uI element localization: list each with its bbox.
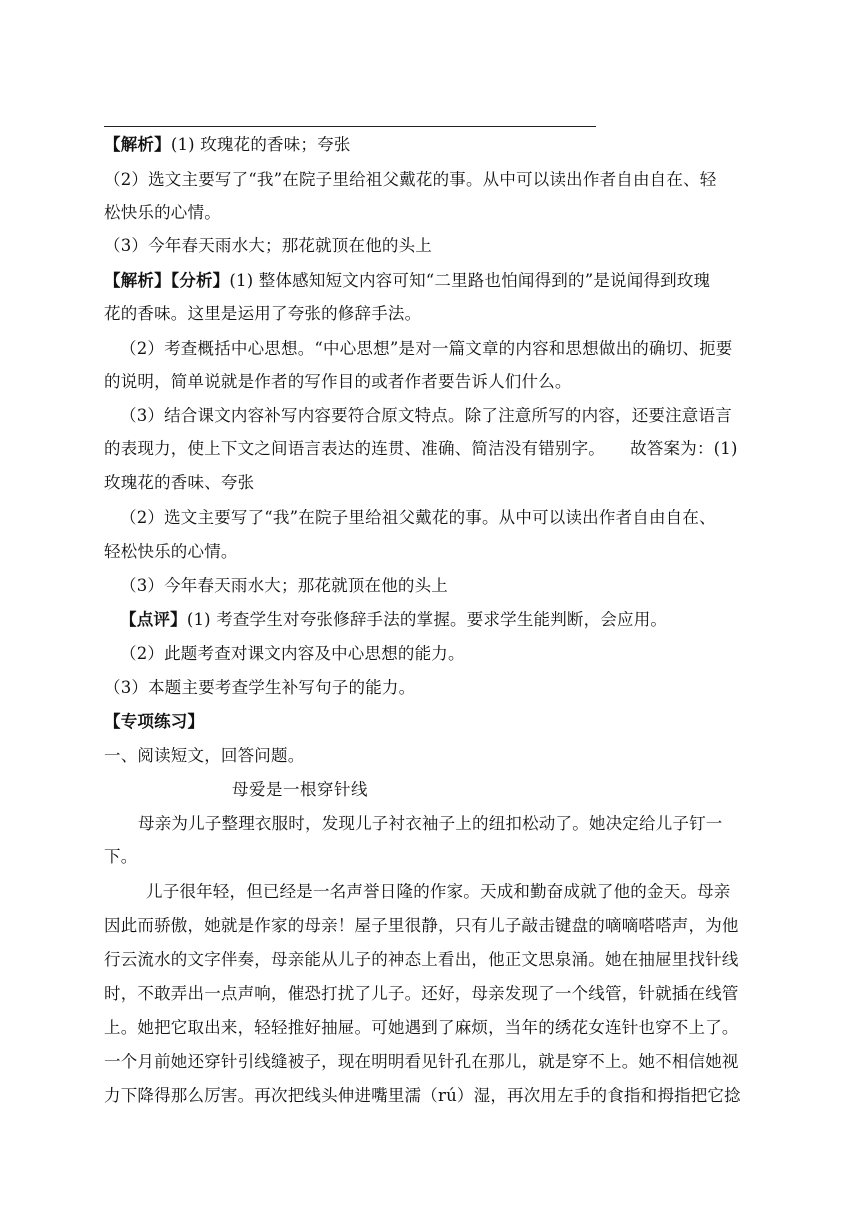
text-line: 力下降得那么厉害。再次把线头伸进嘴里濡（rú）湿，再次用左手的食指和拇指把它捻 bbox=[104, 1086, 741, 1105]
header-divider bbox=[104, 126, 596, 127]
text-line: 松快乐的心情。 bbox=[104, 203, 221, 222]
text-line: 行云流水的文字伴奏，母亲能从儿子的神态上看出，他正文思泉涌。她在抽屉里找针线 bbox=[104, 950, 739, 969]
label-tag: 【点评】 bbox=[120, 610, 187, 629]
text-line: 轻松快乐的心情。 bbox=[104, 542, 238, 561]
text-line: （3）今年春天雨水大；那花就顶在他的头上 bbox=[120, 576, 448, 595]
text-line: 的表现力，使上下文之间语言表达的连贯、准确、简洁没有错别字。 故答案为：(1) bbox=[104, 439, 738, 458]
text-line bbox=[104, 135, 351, 155]
text-line: 花的香味。这里是运用了夸张的修辞手法。 bbox=[104, 304, 422, 323]
label-tag: 【解析】 bbox=[104, 135, 171, 154]
text-line: 上。她把它取出来，轻轻推好抽屉。可她遇到了麻烦，当年的绣花女连针也穿不上了。 bbox=[104, 1018, 739, 1037]
text-line: 母亲为儿子整理衣服时，发现儿子衬衣袖子上的纽扣松动了。她决定给儿子钉一 bbox=[138, 814, 723, 833]
text-line: 一、阅读短文，回答问题。 bbox=[104, 746, 305, 765]
text-line: （2）选文主要写了“我”在院子里给祖父戴花的事。从中可以读出作者自由自在、 bbox=[120, 508, 716, 527]
text-line: （2）选文主要写了“我”在院子里给祖父戴花的事。从中可以读出作者自由自在、轻 bbox=[104, 170, 717, 189]
label-tag: 【解析】【分析】 bbox=[104, 271, 230, 290]
text-line: 的说明，简单说就是作者的写作目的或者作者要告诉人们什么。 bbox=[104, 372, 572, 391]
text-line: 下。 bbox=[104, 847, 138, 866]
line-content: (1) 考查学生对夸张修辞手法的掌握。要求学生能判断，会应用。 bbox=[186, 610, 668, 629]
line-content: (1) 玫瑰花的香味；夸张 bbox=[170, 135, 351, 154]
text-line: （2）此题考查对课文内容及中心思想的能力。 bbox=[120, 644, 465, 663]
text-line bbox=[120, 610, 667, 630]
text-line: 玫瑰花的香味、夸张 bbox=[104, 473, 255, 492]
line-content: (1) 整体感知短文内容可知“二里路也怕闻得到的”是说闻得到玫瑰 bbox=[229, 271, 711, 290]
text-line: （2）考查概括中心思想。“中心思想”是对一篇文章的内容和思想做出的确切、扼要 bbox=[120, 339, 733, 358]
text-line: 时，不敢弄出一点声响，催恐打扰了儿子。还好，母亲发现了一个线管，针就插在线管 bbox=[104, 984, 739, 1003]
text-line: 儿子很年轻，但已经是一名声誉日隆的作家。天成和勤奋成就了他的金天。母亲 bbox=[146, 882, 731, 901]
section-heading: 【专项练习】 bbox=[104, 712, 205, 731]
passage-title: 母爱是一根穿针线 bbox=[232, 780, 368, 799]
text-line: 因此而骄傲，她就是作家的母亲！屋子里很静，只有儿子敲击键盘的嘀嘀嗒嗒声，为他 bbox=[104, 916, 739, 935]
text-line bbox=[104, 271, 710, 291]
text-line: 一个月前她还穿针引线缝被子，现在明明看见针孔在那儿，就是穿不上。她不相信她视 bbox=[104, 1052, 739, 1071]
text-line: （3）本题主要考查学生补写句子的能力。 bbox=[104, 678, 416, 697]
text-line: （3）结合课文内容补写内容要符合原文特点。除了注意所写的内容，还要注意语言 bbox=[120, 406, 732, 425]
text-line: （3）今年春天雨水大；那花就顶在他的头上 bbox=[104, 236, 432, 255]
